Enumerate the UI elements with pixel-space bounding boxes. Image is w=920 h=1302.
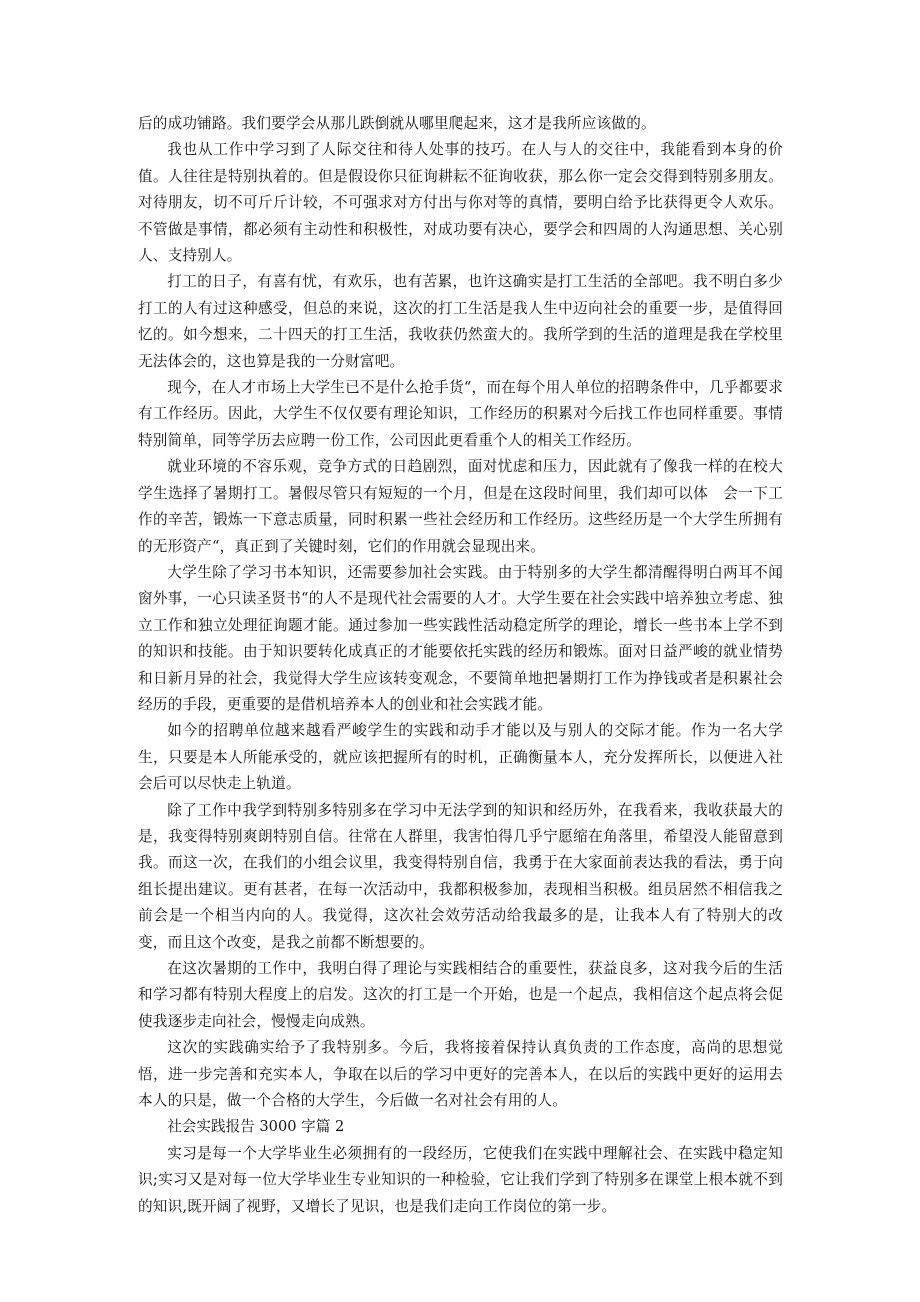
- section-heading: 社会实践报告 3000 字篇 2: [167, 1118, 345, 1136]
- paragraph-9: 在这次暑期的工作中，我明白得了理论与实践相结合的重要性，获益良多，这对我今后的生活和学习都有特别大程度上的启发。这次的打工是一个开始，也是一个起点，我相信这个起点将会促使我逐步走向社会，慢慢走向成熟。: [138, 960, 783, 1030]
- paragraph-7: 如今的招聘单位越来越看严峻学生的实践和动手才能以及与别人的交际才能。作为一名大学生，只要是本人所能承受的，就应该把握所有的时机，正确衡量本人，充分发挥所长，以便进入社会后可以尽快走上轨道。: [138, 722, 783, 793]
- paragraph-4: 现今，在人才市场上大学生已不是什么抢手货“，而在每个用人单位的招聘条件中，几乎都要求有工作经历。因此，大学生不仅仅要有理论知识，工作经历的积累对今后找工作也同样重要。事情特别简单，同等学历去应聘一份工作，公司因此更看重个人的相关工作经历。: [138, 379, 783, 449]
- paragraph-6: 大学生除了学习书本知识，还需要参加社会实践。由于特别多的大学生都清醒得明白两耳不闻窗外事，一心只读圣贤书“的人不是现代社会需要的人才。大学生要在社会实践中培养独立考虑、独立工作和独立处理征询题才能。通过参加一些实践性活动稳定所学的理论，增长一些书本上学不到的知识和技能。由于知识要转化成真正的才能要依托实践的经历和锻炼。面对日益严峻的就业情势和日新月异的社会，我觉得大学生应该转变观念，不要简单地把暑期打工作为挣钱或者是积累社会经历的手段，更重要的是借机培养本人的创业和社会实践才能。: [138, 563, 783, 713]
- paragraph-5: 就业环境的不容乐观，竞争方式的日趋剧烈，面对忧虑和压力，因此就有了像我一样的在校大学生选择了暑期打工。暑假尽管只有短短的一个月，但是在这段时间里，我们却可以体 会一下工作的辛苦，锻炼一下意志质量，同时积累一些社会经历和工作经历。这些经历是一个大学生所拥有的无形资产“，真正到了关键时刻，它们的作用就会显现出来。: [138, 458, 783, 555]
- paragraph-1: 后的成功铺路。我们要学会从那儿跌倒就从哪里爬起来，这才是我所应该做的。: [138, 115, 656, 132]
- paragraph-2: 我也从工作中学习到了人际交往和待人处事的技巧。在人与人的交往中，我能看到本身的价值。人往往是特别执着的。但是假设你只征询耕耘不征询收获，那么你一定会交得到特别多朋友。对待朋友，切不可斤斤计较，不可强求对方付出与你对等的真情，要明白给予比获得更令人欢乐。不管做是事情，都必须有主动性和积极性，对成功要有决心，要学会和四周的人沟通思想、关心别人、支持别人。: [138, 141, 783, 265]
- closing-paragraph: 实习是每一个大学毕业生必须拥有的一段经历，它使我们在实践中理解社会、在实践中稳定知识;实习又是对每一位大学毕业生专业知识的一种检验，它让我们学到了特别多在课堂上根本就不到的知识,既开阔了视野，又增长了见识，也是我们走向工作岗位的第一步。: [138, 1144, 783, 1215]
- paragraph-8: 除了工作中我学到特别多特别多在学习中无法学到的知识和经历外，在我看来，我收获最大的是，我变得特别爽朗特别自信。往常在人群里，我害怕得几乎宁愿缩在角落里，希望没人能留意到我。而这一次，在我们的小组会议里，我变得特别自信，我勇于在大家面前表达我的看法，勇于向组长提出建议。更有甚者，在每一次活动中，我都积极参加，表现相当积极。组员居然不相信我之前会是一个相当内向的人。我觉得，这次社会效劳活动给我最多的是，让我本人有了特别大的改变，而且这个改变，是我之前都不断想要的。: [138, 801, 783, 951]
- paragraph-3: 打工的日子，有喜有忧，有欢乐，也有苦累，也许这确实是打工生活的全部吧。我不明白多少打工的人有过这种感受，但总的来说，这次的打工生活是我人生中迈向社会的重要一步，是值得回忆的。如今想来，二十四天的打工生活，我收获仍然蛮大的。我所学到的生活的道理是我在学校里无法体会的，这也算是我的一分财富吧。: [138, 273, 783, 370]
- document-body: [138, 111, 783, 1220]
- paragraph-10: 这次的实践确实给予了我特别多。今后，我将接着保持认真负责的工作态度，高尚的思想觉悟，进一步完善和充实本人，争取在以后的学习中更好的完善本人，在以后的实践中更好的运用去本人的只是，做一个合格的大学生，今后做一名对社会有用的人。: [138, 1039, 783, 1110]
